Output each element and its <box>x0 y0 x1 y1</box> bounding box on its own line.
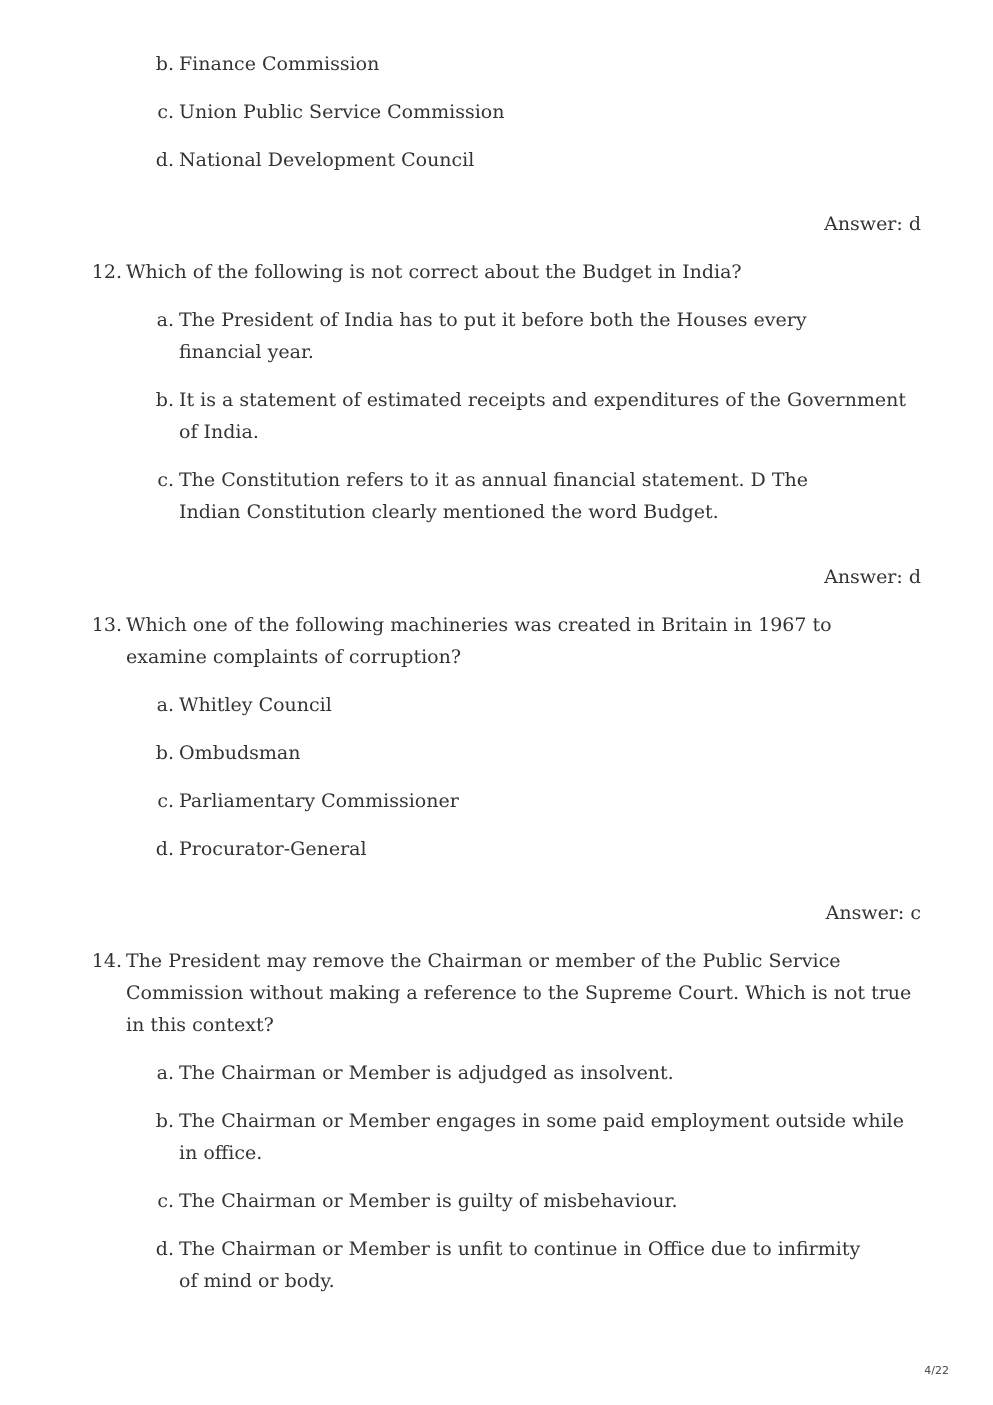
option-letter: c. <box>157 101 174 123</box>
option-letter: a. <box>156 1062 174 1084</box>
question-text: The President may remove the Chairman or member of the Public Service Commission without making a reference to the Supreme Court. Which is not true in this context? <box>126 950 912 1036</box>
option-text: Procurator-General <box>179 838 367 860</box>
option-text: Finance Commission <box>179 53 380 75</box>
option-text: Ombudsman <box>179 742 301 764</box>
option-text: The Constitution refers to it as annual financial statement. D The Indian Constitution clearly mentioned the word Budget. <box>179 469 808 523</box>
answer-label: Answer: d <box>824 566 921 588</box>
answer-label: Answer: d <box>824 213 921 235</box>
page-number: 4/22 <box>924 1364 949 1377</box>
option-text: The Chairman or Member is adjudged as insolvent. <box>179 1062 674 1084</box>
option-letter: d. <box>155 149 174 171</box>
option-letter: a. <box>156 309 174 331</box>
option-letter: b. <box>155 1110 174 1132</box>
option-text: Parliamentary Commissioner <box>179 790 459 812</box>
option-letter: d. <box>155 838 174 860</box>
option-text: Union Public Service Commission <box>179 101 505 123</box>
option-letter: b. <box>155 389 174 411</box>
option-text: The Chairman or Member is guilty of misbehaviour. <box>179 1190 678 1212</box>
question-number: 12. <box>91 261 122 283</box>
question-number: 14. <box>91 950 122 972</box>
option-text: The President of India has to put it before both the Houses every financial year. <box>179 309 807 363</box>
question-text: Which one of the following machineries was created in Britain in 1967 to examine complaints of corruption? <box>126 614 832 668</box>
option-letter: c. <box>157 790 174 812</box>
option-letter: c. <box>157 469 174 491</box>
option-letter: b. <box>155 53 174 75</box>
option-letter: d. <box>155 1238 174 1260</box>
answer-label: Answer: c <box>825 902 921 924</box>
option-text: The Chairman or Member engages in some paid employment outside while in office. <box>179 1110 904 1164</box>
option-text: It is a statement of estimated receipts and expenditures of the Government of India. <box>179 389 907 443</box>
option-letter: c. <box>157 1190 174 1212</box>
question-number: 13. <box>91 614 122 636</box>
option-text: The Chairman or Member is unfit to continue in Office due to infirmity of mind or body. <box>179 1238 861 1292</box>
option-text: Whitley Council <box>179 694 332 716</box>
option-text: National Development Council <box>179 149 475 171</box>
question-text: Which of the following is not correct about the Budget in India? <box>126 261 742 283</box>
option-letter: a. <box>156 694 174 716</box>
option-letter: b. <box>155 742 174 764</box>
